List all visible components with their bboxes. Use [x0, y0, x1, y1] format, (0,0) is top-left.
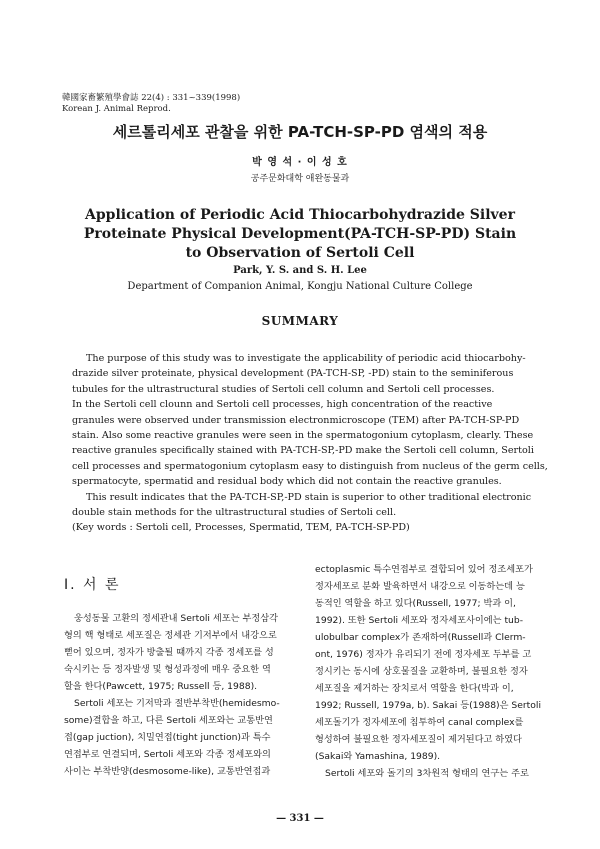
- english-authors: Park, Y. S. and S. H. Lee: [233, 265, 367, 276]
- summary-line: cell processes and spermatogonium cytoplasm easy to distinguish from nucleus of the germ cells,: [72, 460, 548, 472]
- body-line: 1992). 또한 Sertoli 세포와 정자세포사이에는 tub-: [315, 615, 524, 626]
- journal-citation-english: Korean J. Animal Reprod.: [62, 104, 171, 114]
- body-line: 정자세포로 분화 발육하면서 내강으로 이동하는데 능: [315, 581, 525, 592]
- body-line: 웅성동물 고환의 정세관내 Sertoli 세포는 부정삼각: [74, 613, 278, 624]
- body-line: 접(gap juction), 치밀연접(tight junction)과 특수: [64, 732, 271, 743]
- body-line: ectoplasmic 특수연접부로 결합되어 있어 정조세포가: [315, 564, 533, 575]
- body-line: ont, 1976) 정자가 유리되기 전에 정자세포 두부를 고: [315, 649, 532, 660]
- body-line: ulobulbar complex가 존재하여(Russell과 Clerm-: [315, 632, 526, 643]
- body-line: 사이는 부착반양(desmosome-like), 교통반연접과: [64, 766, 271, 777]
- summary-line: stain. Also some reactive granules were seen in the spermatogonium cytoplasm, clearly. These: [72, 430, 534, 442]
- body-line: 형성하여 불필요한 정자세포질이 제거된다고 하였다: [315, 734, 522, 745]
- korean-authors: 박 영 석 · 이 성 호: [252, 157, 348, 168]
- body-line: 정시키는 동시에 상호물질을 교환하며, 불필요한 정자: [315, 666, 528, 677]
- body-line: 숙시키는 등 정자발생 및 형성과정에 매우 중요한 역: [64, 664, 271, 675]
- body-line: 할을 한다(Pawcett, 1975; Russell 등, 1988).: [64, 681, 258, 692]
- body-line: 연접부로 연결되며, Sertoli 세포와 각종 정세포와의: [64, 749, 271, 760]
- body-line: 뻗어 있으며, 정자가 방출될 때까지 각종 정세포를 성: [64, 647, 274, 658]
- summary-line: reactive granules specifically stained with PA-TCH-SP,-PD make the Sertoli cell column, Sertoli: [72, 445, 534, 457]
- korean-department: 공주문화대학 애완동물과: [250, 174, 350, 184]
- summary-line: In the Sertoli cell clounn and Sertoli cell processes, high concentration of the reactive: [72, 399, 493, 411]
- body-line: 세포질을 제거하는 장치로서 역할을 한다(박과 이,: [315, 683, 514, 694]
- journal-citation-korean: 韓國家畜繁殖學會誌 22(4) : 331~339(1998): [62, 93, 241, 103]
- summary-line: double stain methods for the ultrastructural studies of Sertoli cell.: [72, 507, 397, 519]
- left-column-body: [64, 610, 312, 780]
- body-line: Sertoli 세포와 돌기의 3차원적 형태의 연구는 주로: [325, 768, 529, 779]
- english-title-line: to Observation of Sertoli Cell: [185, 245, 415, 261]
- journal-citation: [62, 93, 240, 115]
- body-line: 1992; Russell, 1979a, b). Sakai 등(1988)은 Sertoli: [315, 700, 542, 711]
- english-department: Department of Companion Animal, Kongju National Culture College: [127, 281, 473, 292]
- summary-line: spermatocyte, spermatid and residual body which did not contain the reactive granules.: [72, 476, 502, 488]
- english-title-line: Application of Periodic Acid Thiocarbohydrazide Silver: [85, 207, 515, 223]
- body-line: (Sakai와 Yamashina, 1989).: [315, 751, 441, 762]
- summary-heading: SUMMARY: [261, 314, 339, 328]
- summary-line: The purpose of this study was to investigate the applicability of periodic acid thiocarbohy-: [86, 353, 526, 364]
- body-line: 형의 핵 형태로 세포질은 정세관 기저부에서 내강으로: [64, 630, 277, 641]
- key-words: (Key words : Sertoli cell, Processes, Spermatid, TEM, PA-TCH-SP-PD): [72, 522, 410, 534]
- summary-line: granules were observed under transmission electronmicroscope (TEM) after PA-TCH-SP-PD: [72, 414, 520, 426]
- english-title: [60, 206, 540, 263]
- korean-title: 세르톨리세포 관찰을 위한 PA-TCH-SP-PD 염색의 적용: [112, 123, 488, 141]
- page-number: — 331 —: [276, 813, 324, 824]
- body-line: Sertoli 세포는 기저막과 절반부착반(hemidesmo-: [74, 698, 280, 709]
- summary-line: This result indicates that the PA-TCH-SP,-PD stain is superior to other traditional electronic: [86, 491, 532, 503]
- summary-line: tubules for the ultrastructural studies of Sertoli cell column and Sertoli cell processes.: [72, 383, 495, 395]
- body-line: 동적인 역할을 하고 있다(Russell, 1977; 박과 이,: [315, 598, 516, 609]
- english-title-line: Proteinate Physical Development(PA-TCH-SP-PD) Stain: [83, 226, 517, 242]
- summary-body: [72, 351, 548, 536]
- section-heading-introduction: I. 서 론: [64, 577, 121, 593]
- body-line: some)결합을 하고, 다른 Sertoli 세포와는 교통반연: [64, 715, 273, 726]
- summary-line: drazide silver proteinate, physical development (PA-TCH-SP, -PD) stain to the seminiferous: [72, 368, 514, 380]
- body-line: 세포돌기가 정자세포에 침투하여 canal complex를: [315, 717, 524, 728]
- right-column-body: [315, 561, 563, 782]
